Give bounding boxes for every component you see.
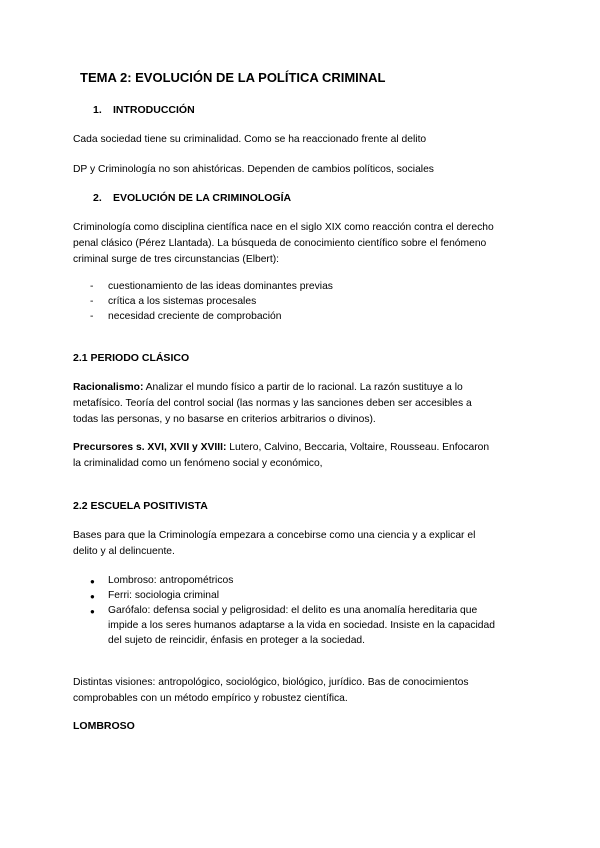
bullet-text: Garófalo: defensa social y peligrosidad: el delito es una anomalía hereditaria que: [108, 605, 478, 616]
section-title: INTRODUCCIÓN: [113, 104, 195, 116]
dash-marker: -: [90, 296, 94, 307]
paragraph-line: todas las personas, y no basarse en criterios arbitrarios o divinos).: [73, 414, 376, 425]
paragraph-line: [73, 440, 489, 456]
page-title: TEMA 2: EVOLUCIÓN DE LA POLÍTICA CRIMINAL: [80, 70, 386, 85]
bullet-text: Lombroso: antropométricos: [108, 575, 234, 586]
bullet-icon: ●: [90, 592, 95, 601]
bullet-icon: ●: [90, 577, 95, 586]
bullet-text-continuation: impide a los seres humanos adaptarse a la vida en sociedad. Insiste en la capacidad: [108, 620, 495, 631]
bullet-item: [90, 588, 219, 603]
bullet-item: [90, 603, 477, 618]
bullet-text-continuation: del sujeto de reincidir, énfasis en proteger a la sociedad.: [108, 635, 366, 646]
dash-marker: -: [90, 311, 94, 322]
section-number: 2.: [93, 192, 102, 204]
paragraph-line: criminal surge de tres circunstancias (Elbert):: [73, 254, 280, 265]
paragraph-line: Bases para que la Criminología empezara a concebirse como una ciencia y a explicar el: [73, 530, 476, 541]
paragraph-line: penal clásico (Pérez Llantada). La búsqueda de conocimiento científico sobre el fenómeno: [73, 238, 487, 249]
subsection-heading-escuela-positivista: 2.2 ESCUELA POSITIVISTA: [73, 500, 208, 512]
list-item: [90, 279, 333, 294]
term-label: Racionalismo:: [73, 382, 144, 393]
paragraph-line: delito y al delincuente.: [73, 546, 175, 557]
list-item: [90, 309, 281, 324]
list-item: [90, 294, 256, 309]
paragraph: Cada sociedad tiene su criminalidad. Como se ha reaccionado frente al delito: [73, 134, 427, 145]
paragraph-line: Distintas visiones: antropológico, sociológico, biológico, jurídico. Bas de conocimientos: [73, 677, 469, 688]
list-item-text: necesidad creciente de comprobación: [108, 311, 282, 322]
bullet-icon: ●: [90, 607, 95, 616]
paragraph: DP y Criminología no son ahistóricas. Dependen de cambios políticos, sociales: [73, 164, 434, 175]
term-text: Lutero, Calvino, Beccaria, Voltaire, Rousseau. Enfocaron: [226, 442, 490, 453]
subsection-heading-lombroso: LOMBROSO: [73, 720, 135, 732]
term-text: Analizar el mundo físico a partir de lo racional. La razón sustituye a lo: [143, 382, 463, 393]
section-heading-evolucion: [93, 192, 291, 204]
paragraph-line: Criminología como disciplina científica nace en el siglo XIX como reacción contra el derecho: [73, 222, 494, 233]
term-label: Precursores s. XVI, XVII y XVIII:: [73, 442, 227, 453]
section-heading-introduccion: [93, 104, 195, 116]
paragraph-line: metafísico. Teoría del control social (las normas y las sanciones deben ser accesibles a: [73, 398, 472, 409]
section-title: EVOLUCIÓN DE LA CRIMINOLOGÍA: [113, 192, 292, 204]
list-item-text: crítica a los sistemas procesales: [108, 296, 257, 307]
subsection-heading-periodo-clasico: 2.1 PERIODO CLÁSICO: [73, 352, 190, 364]
paragraph-line: [73, 380, 463, 396]
paragraph-line: comprobables con un método empírico y robustez científica.: [73, 693, 348, 704]
bullet-item: [90, 573, 233, 588]
paragraph-line: la criminalidad como un fenómeno social y económico,: [73, 458, 323, 469]
section-number: 1.: [93, 104, 102, 116]
dash-marker: -: [90, 281, 94, 292]
bullet-text: Ferri: sociologia criminal: [108, 590, 220, 601]
list-item-text: cuestionamiento de las ideas dominantes previas: [108, 281, 333, 292]
